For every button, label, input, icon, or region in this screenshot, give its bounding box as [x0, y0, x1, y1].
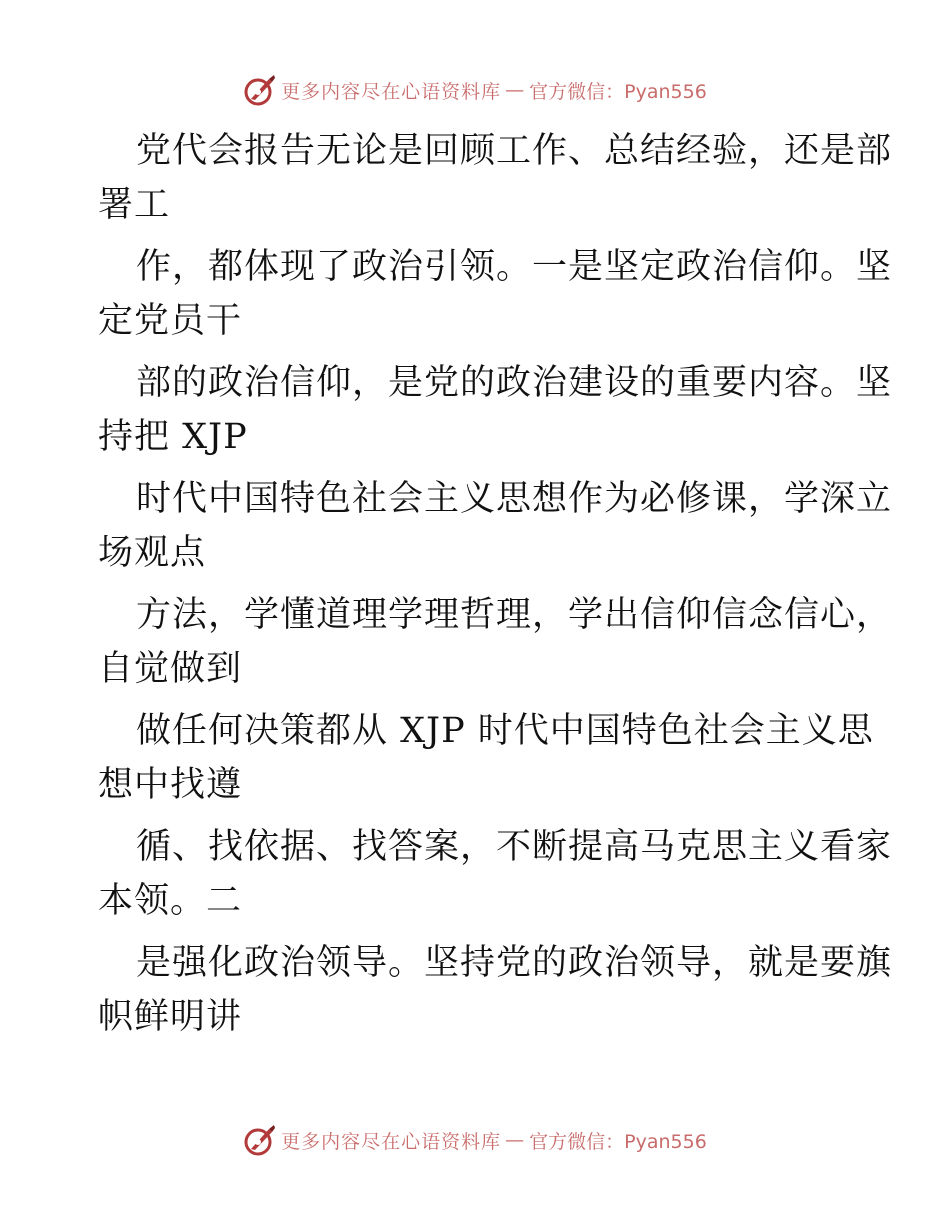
text-line: 作，都体现了政治引领。一是坚定政治信仰。坚 [136, 247, 893, 287]
text-line: 党代会报告无论是回顾工作、总结经验，还是部 [136, 131, 893, 171]
banner-brand: 更多内容尽在心语资料库 [281, 1130, 502, 1153]
quill-logo-icon [243, 1123, 277, 1157]
text-line-wrap: 本领。二 [98, 881, 243, 921]
text-line-wrap: 帜鲜明讲 [98, 997, 243, 1037]
text-block-5 [98, 582, 893, 698]
text-block-1 [98, 118, 893, 234]
text-line-wrap: 场观点 [98, 533, 207, 573]
text-line: 方法，学懂道理学理哲理，学出信仰信念信心， [136, 595, 893, 635]
banner-separator: — [505, 1129, 526, 1151]
text-line-wrap: 署工 [98, 185, 171, 225]
text-block-2 [98, 234, 893, 350]
quill-logo-icon [243, 73, 277, 107]
banner-contact: 官方微信：Pyan556 [529, 80, 707, 103]
text-line: 做任何决策都从 XJP 时代中国特色社会主义思 [136, 711, 874, 751]
banner-brand: 更多内容尽在心语资料库 [281, 80, 502, 103]
text-line: 部的政治信仰，是党的政治建设的重要内容。坚 [136, 363, 893, 403]
text-line-wrap: 想中找遵 [98, 765, 243, 805]
text-block-4 [98, 466, 893, 582]
text-block-3 [98, 350, 893, 466]
text-block-8 [98, 930, 893, 1046]
banner-separator: — [505, 79, 526, 101]
text-line-wrap: 自觉做到 [98, 649, 243, 689]
text-line: 循、找依据、找答案，不断提高马克思主义看家 [136, 827, 893, 867]
text-line-wrap: 持把 XJP [98, 417, 248, 457]
text-line: 时代中国特色社会主义思想作为必修课，学深立 [136, 479, 893, 519]
text-line: 是强化政治领导。坚持党的政治领导，就是要旗 [136, 943, 893, 983]
banner-contact: 官方微信：Pyan556 [529, 1130, 707, 1153]
text-line-wrap: 定党员干 [98, 301, 243, 341]
footer-banner [0, 1120, 950, 1160]
document-body [98, 118, 893, 1046]
text-block-6 [98, 698, 874, 814]
text-block-7 [98, 814, 893, 930]
header-banner [0, 70, 950, 110]
